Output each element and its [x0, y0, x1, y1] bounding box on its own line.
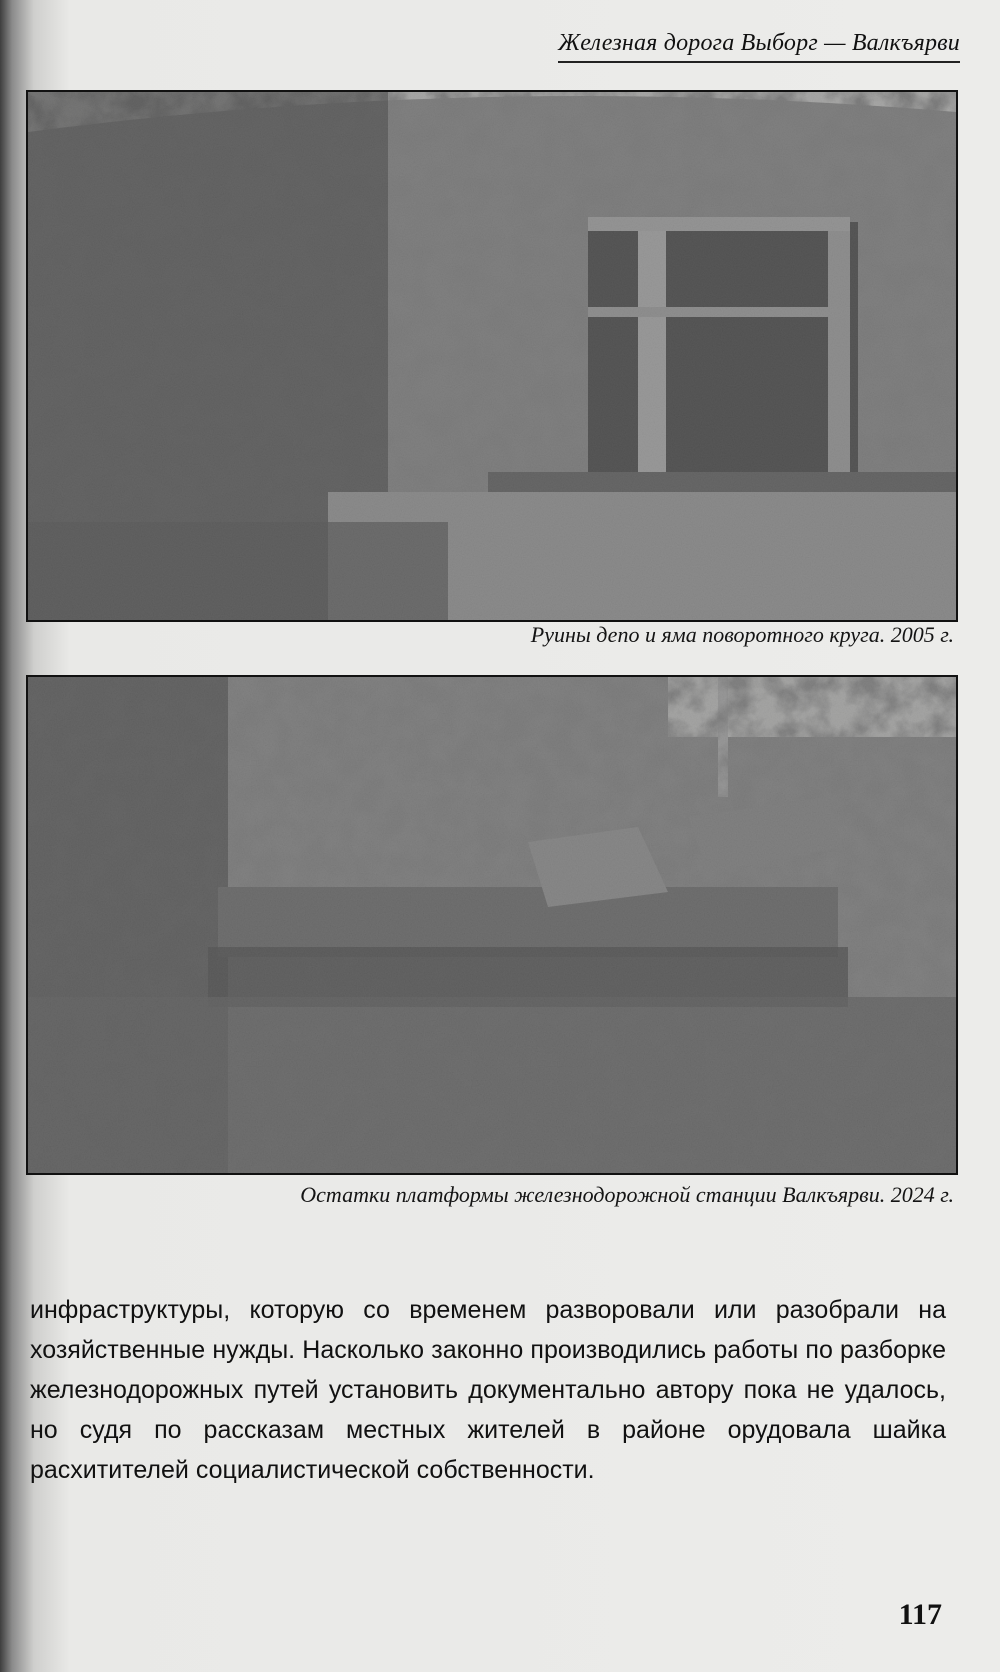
photo-platform-remains	[26, 675, 958, 1175]
caption-depot-ruins: Руины депо и яма поворотного круга. 2005 г.	[530, 622, 954, 647]
caption-platform-remains: Остатки платформы железнодорожной станции Валкъярви. 2024 г.	[300, 1182, 954, 1207]
photo-depot-ruins	[26, 90, 958, 622]
running-header: Железная дорога Выборг — Валкъярви	[558, 30, 960, 63]
photo-depot-ruins-image	[28, 92, 956, 620]
page-number: 117	[898, 1598, 942, 1631]
photo-platform-remains-image	[28, 677, 956, 1173]
body-paragraph: инфраструктуры, которую со временем разворовали или разобрали на хозяйственные нужды. Насколько законно производились работы по разборке железнодорожных путей установить документально автору пока не удалось, но судя по рассказам местных жителей в районе орудовала шайка расхитителей социалистической собственности.	[30, 1296, 946, 1484]
